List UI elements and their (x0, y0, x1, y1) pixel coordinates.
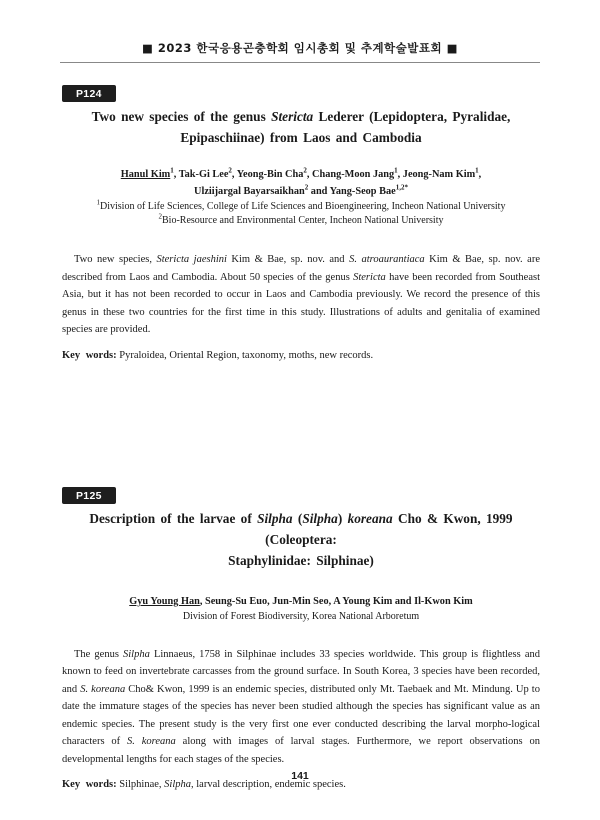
affil-marker: 2 (304, 183, 309, 192)
affil-marker: 1,2* (395, 183, 408, 192)
affil-marker: 1 (170, 166, 174, 175)
body-text: along with images of larval stages. Furthermore, we report observations on developmental lengths for each stages of the species. (62, 736, 540, 765)
abstract-title (62, 106, 540, 148)
keywords-text: , larval description, endemic species. (191, 779, 346, 790)
presenter-name: Gyu Young Han (129, 596, 200, 607)
body-text: Two new species, (74, 254, 157, 265)
affil-marker: 2 (303, 166, 307, 175)
species-name: S. koreana (80, 683, 126, 695)
species-name: Stericta (353, 271, 386, 283)
keywords-label: Key words: (62, 779, 117, 790)
separator: , (397, 169, 403, 180)
species-name: Stericta jaeshini (156, 254, 227, 265)
affil-marker: 1 (475, 166, 479, 175)
abstract-p125 (62, 486, 540, 793)
body-text: Kim & Bae, sp. nov. are described from Laos and Cambodia. About 50 species of the genus (62, 254, 540, 283)
abstract-p124 (62, 84, 540, 364)
title-text: Epipaschiinae) from Laos and Cambodia (180, 130, 422, 145)
title-text: ( (292, 511, 303, 526)
affiliations (62, 200, 540, 227)
body-text: The genus (74, 648, 124, 660)
author-names: , Seung-Su Euo, Jun-Min Seo, A Young Kim and Il-Kwon Kim (199, 596, 473, 607)
abstract-id-badge: P125 (62, 487, 116, 504)
presenter-name: Hanul Kim (120, 169, 171, 180)
affil-marker: 1 (96, 198, 101, 207)
author-list (62, 166, 540, 200)
separator: , (306, 169, 313, 180)
keywords-text: Pyraloidea, Oriental Region, taxonomy, moths, new records. (119, 349, 374, 361)
title-text: Lederer (Lepidoptera, Pyralidae, (313, 109, 511, 124)
affil-marker: 2 (228, 166, 232, 175)
abstract-body (62, 251, 540, 339)
affiliation: Bio-Resource and Environmental Center, Incheon National University (162, 214, 444, 226)
title-genus: Silpha (257, 511, 293, 526)
affil-marker: 1 (394, 166, 398, 175)
keywords-genus: Silpha (164, 779, 192, 790)
separator: , (231, 169, 237, 180)
header-divider (60, 62, 540, 63)
body-text: Kim & Bae, sp. nov. and (226, 254, 350, 265)
author-name: Tak-Gi Lee (178, 169, 229, 180)
title-text: Two new species of the genus (91, 109, 272, 124)
affiliations (62, 610, 540, 624)
title-subgenus: Silpha (302, 511, 338, 526)
author-name: Chang-Moon Jang (312, 169, 395, 180)
body-text: Linnaeus, 1758 in Silphinae includes 33 species worldwide. This group is flightless and known to feed on invertebrate carcasses from the ground surface. In South Korea, 3 species have been recorded, and (62, 648, 540, 695)
keywords-text: Silphinae, (119, 779, 165, 790)
author-name: Jeong-Nam Kim (402, 169, 476, 180)
keywords (62, 347, 540, 364)
author-name: Yeong-Bin Cha (236, 169, 304, 180)
title-text: ) (337, 511, 348, 526)
separator: , (478, 169, 482, 180)
author-name: Ulziijargal Bayarsaikhan (194, 186, 305, 197)
abstract-id-badge: P124 (62, 85, 116, 102)
species-name: S. koreana (127, 736, 176, 747)
author-list (62, 593, 540, 610)
affil-marker: 2 (158, 212, 163, 221)
species-name: Silpha (123, 648, 150, 660)
body-text: Cho& Kwon, 1999 is an endemic species, distributed only Mt. Taebaek and Mt. Mindung. Up to date the immature stages of the species has never been studied although the species has significant value as an endemic species. The present study is the very first one ever conducted describing the larval morpho-logical characters of (62, 683, 540, 747)
conference-header: ■ 2023 한국응용곤충학회 임시총회 및 추계학술발표회 ■ (142, 41, 458, 55)
affiliation: Division of Forest Biodiversity, Korea National Arboretum (182, 611, 420, 622)
body-text: have been recorded from Southeast Asia, but it has not been recorded to occur in Laos and Cambodia previously. We record the presence of this genus in these two countries for the first time in this study. Illustrations of adults and genitalia of examined species are provided. (62, 271, 540, 335)
species-name: S. atroaurantiaca (349, 254, 425, 265)
abstract-body (62, 646, 540, 769)
title-text: Cho & Kwon, 1999 (Coleoptera: (265, 511, 513, 547)
title-text: Description of the larvae of (89, 511, 258, 526)
abstract-title (62, 508, 540, 571)
title-species: koreana (347, 511, 393, 526)
title-genus: Stericta (271, 109, 314, 124)
separator: , (173, 169, 179, 180)
title-text: Staphylinidae: Silphinae) (228, 553, 374, 568)
corresponding-author: Yang-Seop Bae (329, 186, 396, 197)
affiliation: Division of Life Sciences, College of Life Sciences and Bioengineering, Incheon National University (100, 201, 506, 212)
keywords-label: Key words: (62, 349, 117, 361)
separator: and (308, 186, 330, 197)
page-number: 141 (291, 770, 309, 782)
